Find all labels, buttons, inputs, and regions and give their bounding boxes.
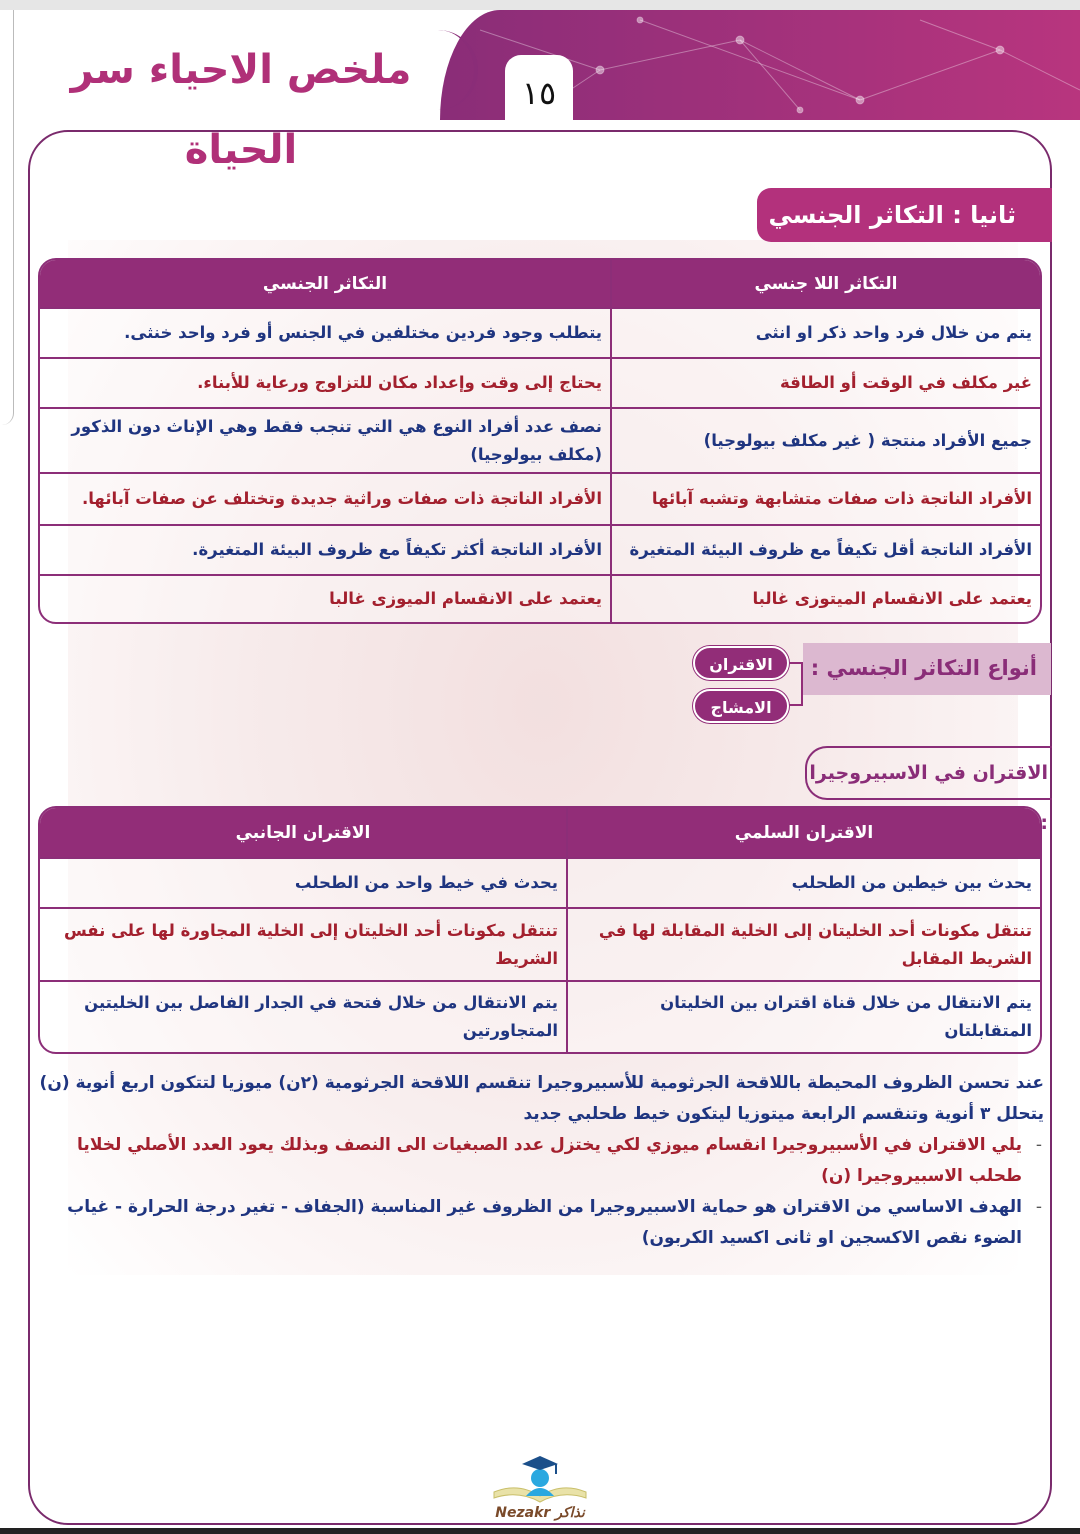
table-cell: غير مكلف في الوقت أو الطاقة: [612, 357, 1040, 407]
page-title: ملخص الاحياء سر الحياة: [8, 30, 478, 110]
table-cell: تنتقل مكونات أحد الخليتان إلى الخلية المقابلة لها في الشريط المقابل: [568, 907, 1040, 980]
table-cell: يتم الانتقال من خلال قناة اقتران بين الخليتان المتقابلتان: [568, 980, 1040, 1052]
table-cell: يحدث في خيط واحد من الطحلب: [40, 857, 568, 907]
table-cell: يتم الانتقال من خلال فتحة في الجدار الفاصل بين الخليتين المتجاورتين: [40, 980, 568, 1052]
column-header: الاقتران الجانبي: [40, 808, 568, 857]
table-row: [40, 472, 1040, 524]
column-header: التكاثر اللا جنسي: [612, 260, 1040, 307]
section-heading-sexual-reproduction: ثانيا : التكاثر الجنسي: [757, 188, 1052, 242]
table-header-row: [40, 260, 1040, 307]
table-cell: الأفراد الناتجة أكثر تكيفاً مع ظروف البيئة المتغيرة.: [40, 524, 612, 574]
table-cell: يتم من خلال فرد واحد ذكر او انثى: [612, 307, 1040, 357]
bottom-bar: [0, 1528, 1080, 1534]
table-cell: يحدث بين خيطين من الطحلب: [568, 857, 1040, 907]
table-row: [40, 357, 1040, 407]
table-cell: الأفراد الناتجة أقل تكيفاً مع ظروف البيئة المتغيرة: [612, 524, 1040, 574]
conjugation-comparison-table: [38, 806, 1042, 1054]
table-cell: يتطلب وجود فردين مختلفين في الجنس أو فرد واحد خنثى.: [40, 307, 612, 357]
table-cell: تنتقل مكونات أحد الخليتان إلى الخلية المجاورة لها على نفس الشريط: [40, 907, 568, 980]
column-header: التكاثر الجنسي: [40, 260, 612, 307]
explanation-text: [36, 1068, 1044, 1254]
type-pill-conjugation: الاقتران: [693, 646, 789, 680]
table-cell: يحتاج إلى وقت وإعداد مكان للتزاوج ورعاية للأبناء.: [40, 357, 612, 407]
table-row: [40, 574, 1040, 622]
table-header-row: [40, 808, 1040, 857]
logo-text: Nezakr نذاكر: [495, 1505, 585, 1521]
bullet-item: - يلي الاقتران في الأسبيروجيرا انقسام ميوزي لكي يختزل عدد الصبغيات الى النصف وبذلك يعود العدد الأصلي لخلايا طحلب الاسبيروجيرا (ن): [36, 1130, 1044, 1192]
table-row: [40, 857, 1040, 907]
page-number: ١٥: [505, 55, 573, 121]
top-bar: [0, 0, 1080, 10]
table-cell: جميع الأفراد منتجة ( غير مكلف بيولوجيا): [612, 407, 1040, 472]
table-row: [40, 907, 1040, 980]
types-heading: أنواع التكاثر الجنسي :: [803, 643, 1051, 695]
table-cell: يعتمد على الانقسام الميتوزى غالبا: [612, 574, 1040, 622]
table-cell: الأفراد الناتجة ذات صفات وراثية جديدة وتختلف عن صفات آبائها.: [40, 472, 612, 524]
table-row: [40, 980, 1040, 1052]
table-cell: الأفراد الناتجة ذات صفات متشابهة وتشبه آبائها: [612, 472, 1040, 524]
type-pill-gametes: الامشاج: [693, 689, 789, 723]
bullet-item: - الهدف الاساسي من الاقتران هو حماية الاسبيروجيرا من الظروف غير المناسبة (الجفاف - تغير درجة الحرارة - غياب الضوء نقص الاكسجين او ثانى اكسيد الكربون): [36, 1192, 1044, 1254]
section-heading-spirogyra: الاقتران في الاسبيروجيرا :: [805, 746, 1052, 800]
column-header: الاقتران السلمي: [568, 808, 1040, 857]
table-row: [40, 407, 1040, 472]
table-cell: نصف عدد أفراد النوع هي التي تنجب فقط وهي الإناث دون الذكور (مكلف بيولوجيا): [40, 407, 612, 472]
intro-paragraph: عند تحسن الظروف المحيطة باللاقحة الجرثومية للأسبيروجيرا تنقسم اللاقحة الجرثومية (٢ن) ميوزيا لتتكون اربع أنوية (ن) يتحلل ٣ أنوية وتنقسم الرابعة ميتوزيا ليتكون خيط طحلبي جديد: [39, 1073, 1044, 1124]
table-row: [40, 307, 1040, 357]
reproduction-comparison-table: [38, 258, 1042, 624]
table-cell: يعتمد على الانقسام الميوزى غالبا: [40, 574, 612, 622]
table-row: [40, 524, 1040, 574]
bracket-connector: [789, 662, 803, 706]
